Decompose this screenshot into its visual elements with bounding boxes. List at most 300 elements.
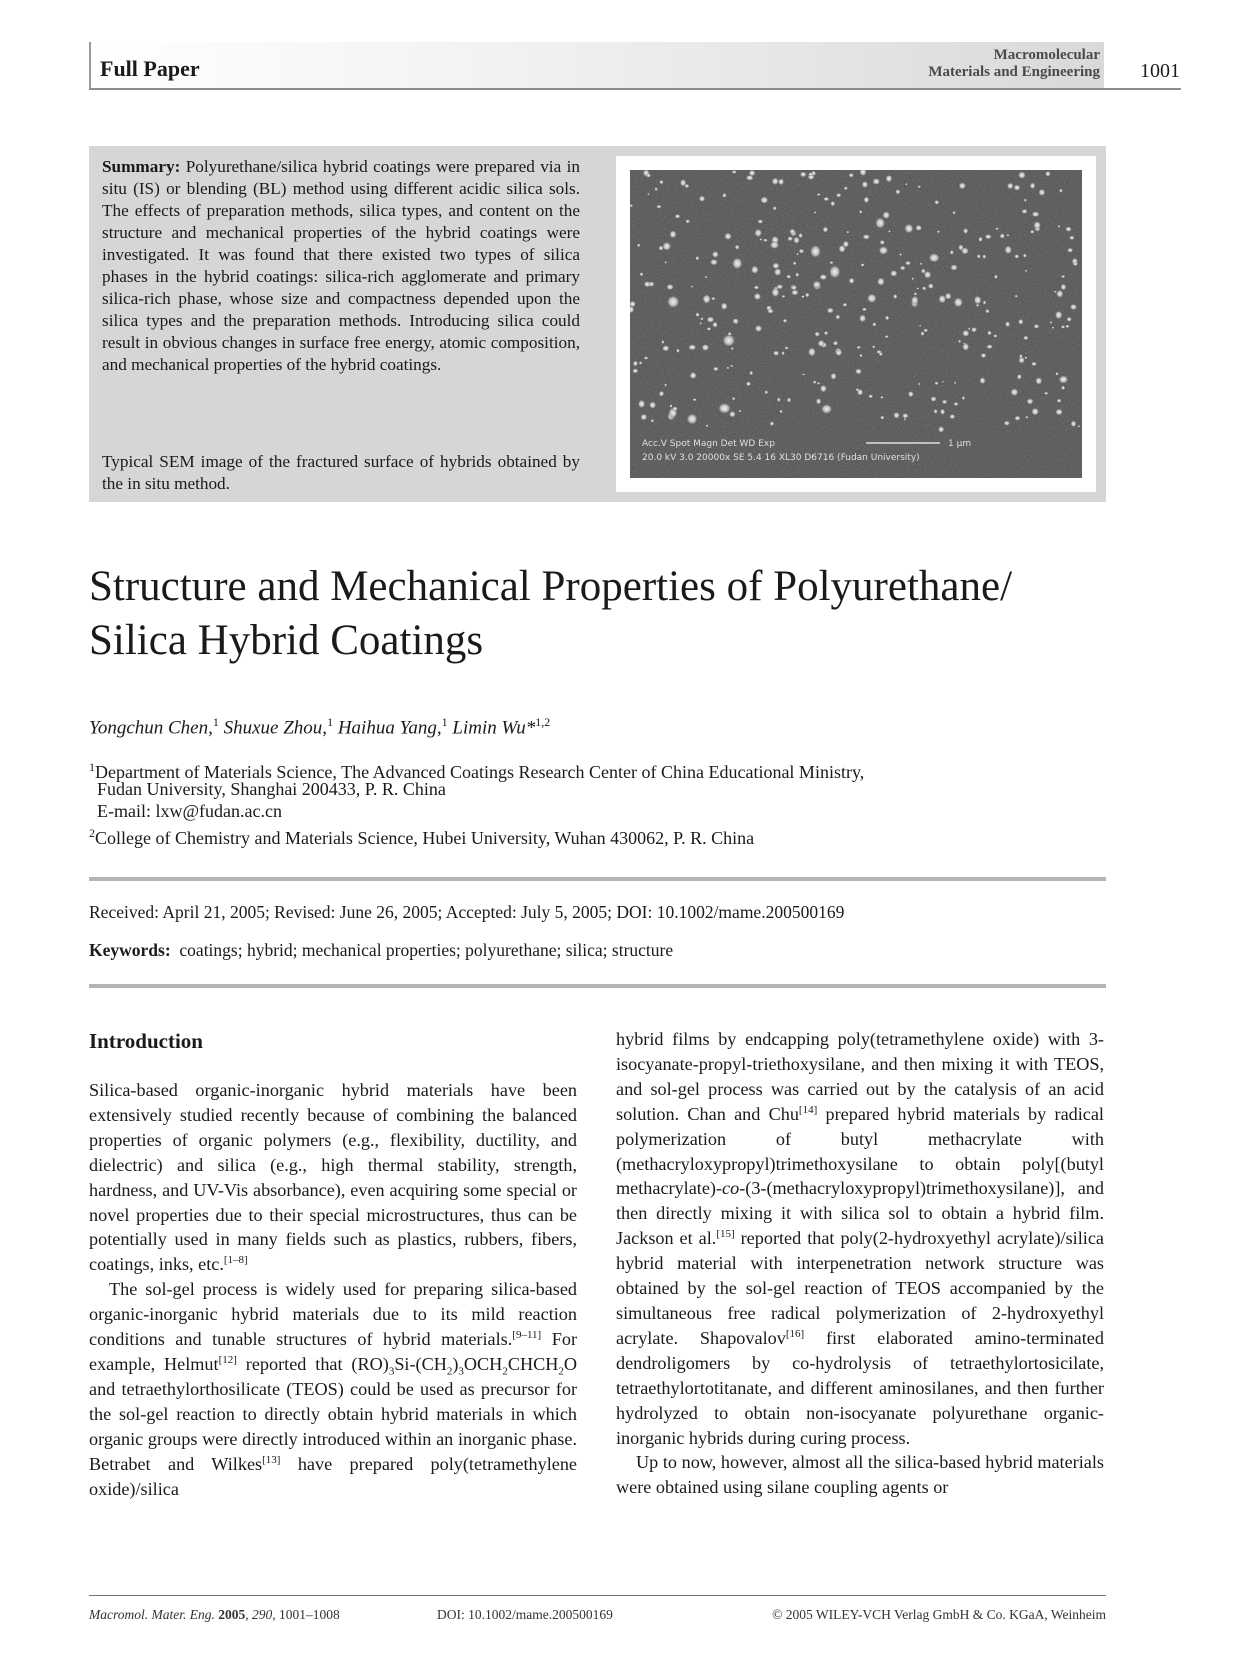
sem-particle bbox=[633, 360, 638, 366]
sem-particle bbox=[712, 251, 719, 258]
sem-particle bbox=[781, 295, 785, 298]
sem-particle bbox=[735, 245, 740, 250]
sem-particle bbox=[808, 347, 816, 357]
sem-particle bbox=[830, 373, 836, 380]
sem-particle bbox=[823, 227, 829, 233]
sem-particle bbox=[950, 264, 958, 271]
sem-particle bbox=[962, 343, 969, 351]
sem-particle bbox=[958, 244, 964, 251]
citation: [12] bbox=[218, 1353, 237, 1366]
sem-particle bbox=[1015, 295, 1018, 298]
keywords-label: Keywords: bbox=[89, 940, 171, 960]
sem-particle bbox=[963, 228, 968, 234]
affil-mark: 2 bbox=[89, 826, 95, 840]
sem-particle bbox=[911, 296, 919, 306]
sem-particle bbox=[785, 346, 789, 349]
sem-particle bbox=[754, 229, 762, 238]
sem-particle bbox=[817, 382, 820, 385]
sem-particle bbox=[695, 312, 699, 317]
sem-particle bbox=[667, 295, 680, 308]
sem-particle bbox=[1058, 225, 1061, 228]
sem-particle bbox=[846, 231, 849, 233]
sem-particle bbox=[1007, 234, 1010, 237]
sem-particle bbox=[644, 356, 649, 359]
sem-particle bbox=[968, 327, 970, 330]
sem-particle bbox=[904, 223, 914, 233]
sem-particle bbox=[1071, 420, 1077, 427]
sem-particle bbox=[940, 409, 945, 415]
sem-particle bbox=[1061, 275, 1065, 278]
sem-particle bbox=[739, 410, 742, 413]
sem-particle bbox=[1038, 189, 1045, 197]
sem-particle bbox=[1060, 283, 1066, 290]
sem-particle bbox=[732, 318, 739, 324]
footer-copyright: © 2005 WILEY-VCH Verlag GmbH & Co. KGaA, Weinheim bbox=[772, 1607, 1106, 1622]
sem-particle bbox=[849, 278, 855, 285]
sem-particle bbox=[1023, 253, 1027, 257]
sem-particle bbox=[977, 254, 981, 258]
sem-particle bbox=[802, 373, 805, 375]
sem-particle bbox=[818, 340, 825, 347]
sem-particle bbox=[908, 391, 914, 398]
body-column-left bbox=[89, 1078, 577, 1501]
affil-text: College of Chemistry and Materials Science, Hubei University, Wuhan 430062, P. R. China bbox=[95, 828, 755, 848]
sem-particle bbox=[890, 270, 898, 277]
contact-email: E-mail: lxw@fudan.ac.cn bbox=[97, 801, 283, 821]
sem-particle bbox=[808, 172, 813, 176]
sem-particle bbox=[779, 410, 783, 414]
sem-particle bbox=[1031, 362, 1037, 367]
sem-particle bbox=[1032, 211, 1040, 217]
sem-particle bbox=[691, 286, 694, 288]
sem-particle bbox=[859, 354, 863, 357]
sem-particle bbox=[1078, 425, 1081, 427]
sem-image bbox=[630, 170, 1082, 478]
sem-particle bbox=[849, 173, 854, 178]
sem-particle bbox=[763, 239, 768, 242]
sem-particle bbox=[983, 300, 987, 304]
sem-particle bbox=[1004, 421, 1010, 426]
sem-particle bbox=[705, 424, 708, 427]
sem-particle bbox=[836, 193, 842, 197]
sem-particle bbox=[986, 344, 993, 349]
sem-particle bbox=[900, 266, 906, 271]
sem-particle bbox=[723, 193, 726, 195]
sem-particle bbox=[693, 398, 697, 401]
sem-particle bbox=[1069, 236, 1075, 241]
body-column-right bbox=[616, 1027, 1104, 1500]
sem-particle bbox=[647, 193, 650, 195]
sem-particle bbox=[656, 205, 661, 209]
title-line2: Silica Hybrid Coatings bbox=[89, 617, 484, 664]
sem-particle bbox=[711, 297, 715, 300]
sem-particle bbox=[893, 294, 898, 299]
sem-particle bbox=[654, 187, 658, 191]
sem-particle bbox=[773, 206, 777, 210]
sem-particle bbox=[928, 283, 934, 289]
sem-particle bbox=[799, 249, 805, 254]
sem-particle bbox=[885, 175, 892, 183]
sem-particle bbox=[1024, 198, 1027, 202]
affiliation-2 bbox=[89, 822, 754, 849]
sem-particle bbox=[817, 193, 821, 196]
sem-particle bbox=[770, 241, 780, 249]
sem-particle bbox=[705, 276, 708, 278]
sem-particle bbox=[676, 348, 680, 353]
sem-particle bbox=[1021, 209, 1027, 214]
sem-particle bbox=[859, 210, 863, 214]
sem-particle bbox=[862, 234, 870, 240]
sem-particle bbox=[646, 173, 651, 178]
sem-particle bbox=[823, 197, 829, 201]
author-affil-mark: 1 bbox=[212, 715, 219, 729]
sem-particle bbox=[1004, 245, 1012, 254]
sem-scale-label: 1 µm bbox=[948, 439, 972, 449]
sem-particle bbox=[885, 335, 889, 338]
sem-particle bbox=[665, 261, 667, 264]
sem-particle bbox=[793, 261, 797, 265]
sem-particle bbox=[1025, 416, 1028, 419]
sem-particle bbox=[915, 225, 922, 231]
sem-particle bbox=[819, 274, 827, 280]
sem-particle bbox=[640, 272, 644, 276]
sem-particle bbox=[916, 287, 919, 289]
sem-particle bbox=[1030, 230, 1035, 234]
author-name: Shuxue Zhou, bbox=[223, 717, 328, 739]
sem-particle bbox=[1017, 374, 1022, 380]
sem-particle bbox=[985, 309, 990, 314]
paragraph: The sol-gel process is widely used for preparing silica-based organic-inorganic hybrid materials due to its mild reaction conditions and tunable structures of hybrid materials.[9–11] For example, Helmut[12] reported that $(RO)_3Si-(CH_2)_3OCH_2CHCH_2O$ and tetraethylorthosilicate (TEOS) could be used as precursor for the sol-gel reaction to directly obtain hybrid materials in which organic groups were directly introduced within an inorganic phase. Betrabet and Wilkes[13] have prepared poly(tetramethylene oxide)/silica bbox=[89, 1279, 577, 1499]
sem-particle bbox=[872, 345, 875, 348]
page-number: 1001 bbox=[1140, 60, 1180, 82]
sem-particle bbox=[835, 314, 840, 319]
sem-particle bbox=[1059, 189, 1063, 193]
sem-particle bbox=[928, 253, 940, 263]
sem-particle bbox=[842, 303, 847, 307]
sem-particle bbox=[659, 180, 664, 184]
sem-particle bbox=[855, 368, 862, 374]
sem-particle bbox=[863, 196, 869, 203]
section-heading: Introduction bbox=[89, 1029, 203, 1053]
sem-particle bbox=[958, 182, 966, 189]
sem-particle bbox=[707, 327, 712, 331]
paragraph: hybrid films by endcapping poly(tetramethylene oxide) with 3-isocyanate-propyl-triethoxysilane, and then mixing it with TEOS, and sol-gel process was carried out by the catalysis of an acid solution. Chan and Chu[14] prepared hybrid materials by radical polymerization of butyl methacrylate with (methacryloxypropyl)trimethoxysilane to obtain poly[(butyl methacrylate)-co-(3-(methacryloxypropyl)trimethoxysilane)], and then directly mixing it with silica sol to obtain a hybrid film. Jackson et al.[15] reported that poly(2-hydroxyethyl acrylate)/silica hybrid material with interpenetration network structure was obtained by the sol-gel reaction of TEOS accompanied by the simultaneous free radical polymerization of 2-hydroxyethyl acrylate. Shapovalov[16] first elaborated amino-terminated dendroligomers by co-hydrolysis of tetraethylortosicilate, tetraethylortotitanate, and different aminosilanes, and then further hydrolyzed to obtain non-isocyanate polyurethane organic-inorganic hybrids during curing process. bbox=[616, 1029, 1104, 1448]
author-name: Haihua Yang, bbox=[337, 717, 442, 739]
section-label: Full Paper bbox=[100, 56, 200, 81]
sem-particle bbox=[930, 396, 936, 402]
sem-particle bbox=[938, 426, 944, 433]
sem-particle bbox=[770, 421, 775, 426]
sem-particle bbox=[746, 381, 752, 386]
sem-particle bbox=[712, 322, 718, 328]
sem-particle bbox=[911, 277, 914, 280]
citation: [13] bbox=[262, 1453, 281, 1466]
sem-particle bbox=[1018, 319, 1024, 325]
sem-particle bbox=[856, 346, 861, 349]
sem-particle bbox=[724, 232, 732, 240]
sem-particle bbox=[859, 314, 866, 322]
sem-particle bbox=[1065, 325, 1070, 328]
affil-mark: 1 bbox=[89, 760, 95, 774]
paragraph: Silica-based organic-inorganic hybrid materials have been extensively studied recently because of combining the balanced properties of organic polymers (e.g., flexibility, ductility, and dielectric) and silica (e.g., high thermal stability, strength, hardness, and UV-Vis absorbance), even acquiring some special or novel properties due to their special microstructures, thus can be potentially used in many fields such as plastics, rubbers, fibers, coatings, inks, etc.[1–8] bbox=[89, 1080, 577, 1275]
sem-particle bbox=[1019, 354, 1023, 359]
sem-particle bbox=[919, 325, 922, 327]
sem-particle bbox=[758, 219, 764, 224]
sem-particle bbox=[922, 286, 927, 290]
sem-particle bbox=[721, 302, 728, 310]
sem-particle bbox=[920, 263, 923, 265]
sem-particle bbox=[950, 250, 954, 255]
sem-particle bbox=[754, 293, 762, 301]
sem-particle bbox=[953, 402, 958, 406]
sem-particle bbox=[882, 211, 890, 219]
sem-particle bbox=[958, 340, 961, 343]
sem-particle bbox=[801, 295, 805, 298]
sem-particle bbox=[729, 411, 736, 418]
sem-particle bbox=[868, 394, 873, 398]
sem-particle bbox=[833, 341, 839, 346]
sem-particle bbox=[872, 322, 877, 326]
sem-particle bbox=[993, 334, 997, 338]
sem-particle bbox=[728, 332, 732, 336]
sem-particle bbox=[659, 391, 665, 397]
sem-particle bbox=[878, 246, 888, 255]
sem-particle bbox=[710, 259, 718, 266]
sem-particle bbox=[1066, 317, 1072, 322]
sem-particle bbox=[1055, 409, 1063, 416]
sem-particle bbox=[789, 229, 796, 235]
sem-particle bbox=[1050, 321, 1053, 324]
sem-particle bbox=[1031, 408, 1039, 416]
sem-particle bbox=[1057, 399, 1062, 403]
sem-particle bbox=[862, 308, 867, 312]
sem-particle bbox=[706, 316, 714, 323]
sem-particle bbox=[640, 414, 647, 421]
sem-particle bbox=[772, 262, 780, 269]
sem-particle bbox=[935, 381, 939, 385]
sem-particle bbox=[813, 380, 817, 384]
sem-particle bbox=[899, 253, 902, 255]
sem-particle bbox=[695, 256, 699, 261]
sem-particle bbox=[722, 334, 736, 347]
summary-label: Summary: bbox=[102, 157, 181, 176]
sem-particle bbox=[701, 344, 709, 351]
sem-particle bbox=[835, 349, 842, 356]
sem-particle bbox=[934, 200, 939, 205]
sem-particle bbox=[638, 400, 646, 409]
sem-particle bbox=[781, 351, 785, 355]
sem-particle bbox=[732, 257, 743, 270]
sem-particle bbox=[644, 281, 651, 288]
sem-particle bbox=[902, 413, 909, 419]
sem-particle bbox=[876, 350, 882, 354]
sem-particle bbox=[1055, 311, 1063, 320]
sem-particle bbox=[764, 390, 768, 394]
sem-particle bbox=[827, 308, 834, 314]
sem-particle bbox=[686, 413, 698, 425]
sem-particle bbox=[1023, 336, 1029, 341]
sem-particle bbox=[1058, 375, 1068, 384]
sem-particle bbox=[798, 233, 803, 238]
sem-particle bbox=[1061, 325, 1066, 328]
sem-particle bbox=[749, 371, 753, 376]
sem-particle bbox=[777, 397, 781, 402]
sem-particle bbox=[893, 412, 900, 419]
sem-particle bbox=[885, 315, 889, 320]
sem-particle bbox=[923, 329, 928, 333]
sem-particle bbox=[924, 271, 932, 279]
sem-particle bbox=[669, 230, 676, 238]
header-rule bbox=[89, 88, 1181, 90]
sem-particle bbox=[962, 396, 966, 400]
sem-label-line2: 20.0 kV 3.0 20000x SE 5.4 16 XL30 D6716 (Fudan University) bbox=[642, 453, 920, 463]
sem-particle bbox=[971, 327, 977, 333]
sem-particle bbox=[905, 183, 907, 185]
sem-particle bbox=[880, 416, 884, 420]
sem-particle bbox=[632, 368, 639, 373]
sem-particle bbox=[875, 217, 886, 229]
sem-particle bbox=[731, 347, 734, 350]
sem-particle bbox=[732, 170, 737, 174]
sem-particle bbox=[829, 261, 833, 264]
summary-body: Polyurethane/silica hybrid coatings were prepared via in situ (IS) or blending (BL) method using different acidic silica sols. The effects of preparation methods, silica types, and content on the structure and mechanical properties of the hybrid coatings were investigated. It was found that there existed two types of silica phases in the hybrid coatings: silica-rich agglomerate and primary silica-rich phase, whose size and compactness depended upon the silica types and the preparation methods. Introducing silica could result in obvious changes in surface free energy, atomic composition, and mechanical properties of the hybrid coatings. bbox=[102, 157, 580, 374]
sem-particle bbox=[995, 227, 999, 230]
sem-particle bbox=[754, 286, 760, 290]
sem-particle bbox=[1014, 254, 1019, 259]
sem-particle bbox=[982, 254, 986, 259]
journal-name-line1: Macromolecular bbox=[993, 47, 1100, 63]
footer-citation: Macromol. Mater. Eng. 2005, 290, 1001–1008 bbox=[89, 1607, 340, 1622]
figure-caption: Typical SEM image of the fractured surface of hybrids obtained by the in situ method. bbox=[102, 452, 580, 493]
sem-particle bbox=[917, 185, 921, 188]
sem-particle bbox=[942, 381, 944, 383]
sem-particle bbox=[791, 290, 799, 296]
citation: [9–11] bbox=[512, 1329, 542, 1341]
footer-doi: DOI: 10.1002/mame.200500169 bbox=[437, 1607, 613, 1622]
sem-particle bbox=[805, 293, 810, 298]
sem-particle bbox=[953, 297, 963, 308]
sem-particle bbox=[688, 344, 696, 350]
sem-particle bbox=[952, 211, 955, 215]
sem-particle bbox=[791, 285, 797, 290]
sem-particle bbox=[773, 351, 780, 356]
sem-particle bbox=[857, 389, 864, 396]
sem-particle bbox=[675, 214, 681, 219]
sem-particle bbox=[1033, 221, 1041, 229]
sem-particle bbox=[829, 265, 841, 279]
author-name: Limin Wu* bbox=[452, 717, 536, 739]
sem-particle bbox=[685, 219, 690, 223]
sem-particle bbox=[1033, 324, 1039, 329]
sem-particle bbox=[689, 372, 696, 380]
sem-particle bbox=[905, 261, 911, 266]
sem-particle bbox=[726, 367, 729, 369]
sem-particle bbox=[786, 275, 791, 279]
sem-particle bbox=[787, 236, 793, 241]
sem-particle bbox=[700, 322, 702, 325]
sem-particle bbox=[1044, 392, 1048, 395]
citation: [1–8] bbox=[223, 1254, 248, 1267]
sem-particle bbox=[985, 234, 992, 239]
sem-particle bbox=[713, 367, 719, 372]
affiliation-1-line2: Fudan University, Shanghai 200433, P. R. China bbox=[97, 779, 446, 799]
sem-particle bbox=[813, 281, 821, 289]
sem-particle bbox=[664, 383, 667, 386]
sem-particle bbox=[895, 189, 900, 194]
sem-particle bbox=[830, 201, 835, 207]
sem-particle bbox=[954, 381, 956, 384]
sem-particle bbox=[949, 414, 955, 419]
divider bbox=[89, 877, 1106, 881]
sem-particle bbox=[862, 181, 869, 188]
divider bbox=[89, 984, 1106, 988]
sem-particle bbox=[661, 340, 664, 344]
sem-particle bbox=[814, 332, 820, 337]
sem-particle bbox=[1067, 248, 1073, 253]
sem-particle bbox=[672, 406, 678, 411]
sem-particle bbox=[700, 317, 704, 320]
sem-particle bbox=[793, 237, 800, 244]
sem-particle bbox=[760, 238, 762, 241]
sem-particle bbox=[1010, 388, 1018, 396]
sem-particle bbox=[639, 361, 643, 365]
sem-particle bbox=[994, 275, 998, 280]
sem-particle bbox=[974, 295, 982, 304]
sem-particle bbox=[1014, 416, 1020, 421]
sem-particle bbox=[702, 294, 711, 304]
sem-particle bbox=[684, 184, 689, 188]
paragraph: Up to now, however, almost all the silica-based hybrid materials were obtained using silane coupling agents or bbox=[616, 1452, 1104, 1498]
sem-particle bbox=[751, 265, 759, 274]
sem-particle bbox=[920, 331, 924, 336]
sem-particle bbox=[699, 196, 706, 202]
keywords-list: coatings; hybrid; mechanical properties; polyurethane; silica; structure bbox=[179, 940, 674, 960]
sem-particle bbox=[914, 292, 918, 296]
sem-particle bbox=[1025, 270, 1028, 272]
sem-particle bbox=[772, 177, 779, 185]
affil-text: Department of Materials Science, The Advanced Coatings Research Center of China Educational Ministry, bbox=[95, 762, 865, 782]
sem-particle bbox=[810, 245, 822, 259]
author-list bbox=[89, 715, 550, 739]
sem-particle bbox=[872, 178, 880, 185]
sem-particle bbox=[666, 284, 674, 290]
sem-particle bbox=[1000, 233, 1005, 239]
sem-particle bbox=[1052, 327, 1055, 329]
sem-particle bbox=[760, 196, 768, 204]
sem-particle bbox=[942, 400, 948, 405]
sem-particle bbox=[796, 253, 798, 256]
sem-label-line1: Acc.V Spot Magn Det WD Exp bbox=[642, 439, 775, 449]
sem-particle bbox=[767, 308, 774, 313]
journal-name-line2: Materials and Engineering bbox=[928, 64, 1100, 80]
sem-particle bbox=[979, 377, 985, 384]
sem-particle bbox=[783, 319, 788, 323]
sem-particle bbox=[987, 330, 992, 335]
sem-particle bbox=[787, 397, 791, 402]
title-line1: Structure and Mechanical Properties of Polyurethane/ bbox=[89, 563, 1013, 610]
sem-particle bbox=[918, 383, 920, 386]
sem-particle bbox=[795, 272, 799, 277]
sem-particle bbox=[1013, 184, 1020, 190]
sem-particle bbox=[981, 353, 987, 358]
sem-particle bbox=[824, 331, 829, 335]
sem-particle bbox=[1035, 377, 1042, 385]
footer-rule bbox=[89, 1595, 1106, 1596]
sem-particle bbox=[821, 404, 833, 415]
sem-particle bbox=[880, 396, 883, 399]
sem-particle bbox=[938, 295, 946, 304]
sem-particle bbox=[814, 211, 817, 213]
